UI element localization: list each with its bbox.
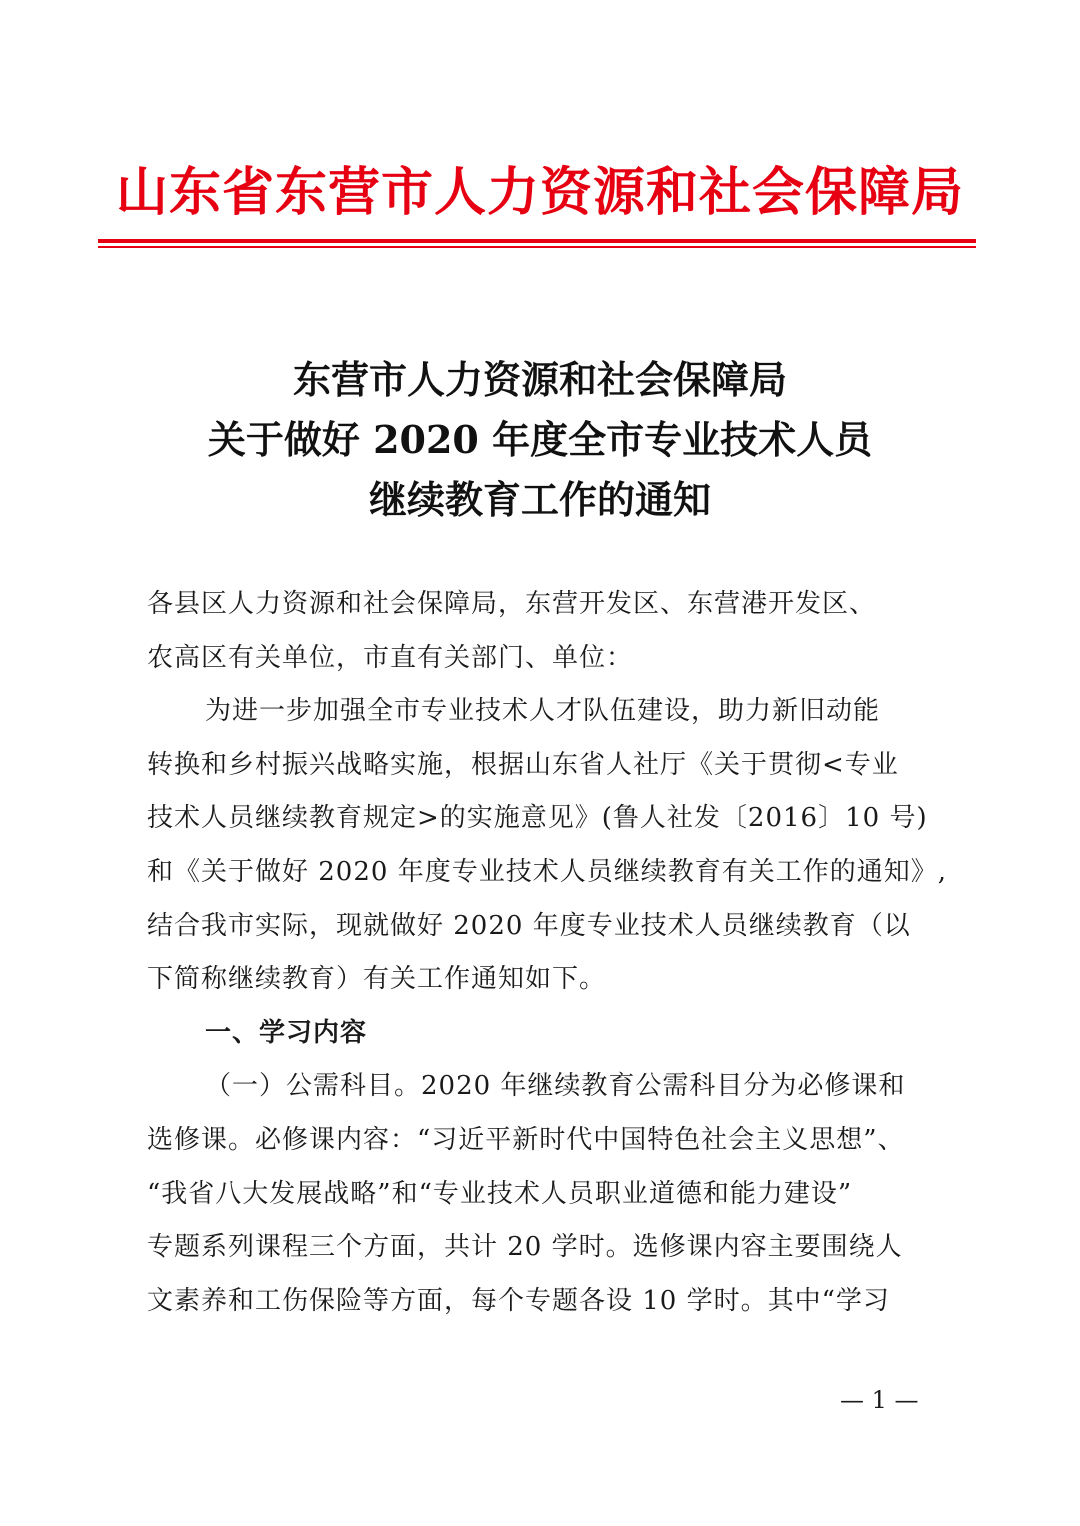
section-heading: 一、学习内容 <box>205 1017 368 1048</box>
paragraph-line: （一）公需科目。2020 年继续教育公需科目分为必修课和 <box>205 1071 906 1102</box>
title-line-3: 继续教育工作的通知 <box>368 477 711 522</box>
paragraph-line: 专题系列课程三个方面，共计 20 学时。选修课内容主要围绕人 <box>147 1232 903 1263</box>
title-line-2: 关于做好 2020 年度全市专业技术人员 <box>207 417 873 462</box>
paragraph-line: 下简称继续教育）有关工作通知如下。 <box>147 964 607 995</box>
recipient-line-1: 各县区人力资源和社会保障局，东营开发区、东营港开发区、 <box>147 589 877 619</box>
paragraph-line: 转换和乡村振兴战略实施，根据山东省人社厅《关于贯彻<专业 <box>147 749 899 780</box>
letterhead-title: 山东省东营市人力资源和社会保障局 <box>115 162 964 223</box>
paragraph-line: 和《关于做好 2020 年度专业技术人员继续教育有关工作的通知》, <box>147 856 947 887</box>
letterhead-rule-thin <box>98 246 976 248</box>
document-body <box>147 578 947 1328</box>
document-title <box>0 350 1080 530</box>
recipient-line-2: 农高区有关单位，市直有关部门、单位： <box>147 642 634 673</box>
paragraph-line: “我省八大发展战略”和“专业技术人员职业道德和能力建设” <box>147 1178 853 1209</box>
letterhead-rule-thick <box>98 239 976 243</box>
paragraph-line: 结合我市实际，现就做好 2020 年度专业技术人员继续教育（以 <box>147 910 911 941</box>
paragraph-line: 文素养和工伤保险等方面，每个专题各设 10 学时。其中“学习 <box>147 1285 890 1316</box>
page-number: — 1 — <box>840 1386 919 1414</box>
paragraph-line: 技术人员继续教育规定>的实施意见》(鲁人社发〔2016〕10 号) <box>147 803 928 834</box>
title-line-1: 东营市人力资源和社会保障局 <box>292 357 787 402</box>
paragraph-line: 为进一步加强全市专业技术人才队伍建设，助力新旧动能 <box>205 696 881 727</box>
paragraph-line: 选修课。必修课内容：“习近平新时代中国特色社会主义思想”、 <box>147 1124 905 1155</box>
